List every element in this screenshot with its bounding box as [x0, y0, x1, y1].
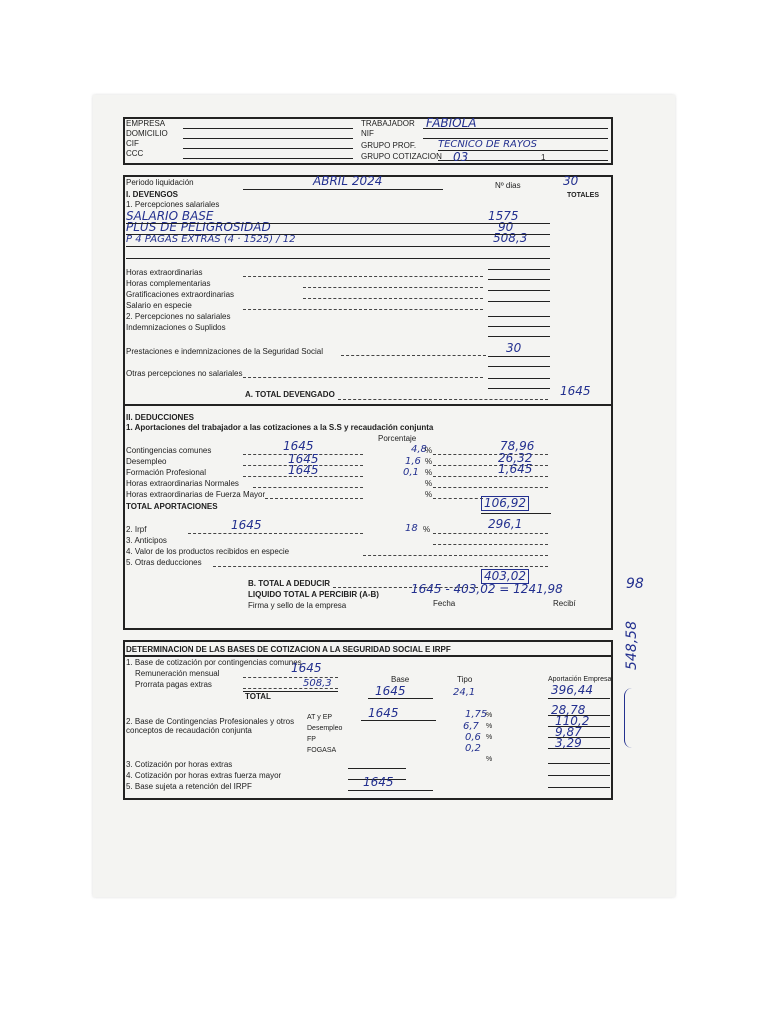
label-total-deducir: B. TOTAL A DEDUCIR: [248, 579, 331, 588]
label-grupo-prof: GRUPO PROF.: [361, 141, 417, 150]
label-formacion: Formación Profesional: [126, 468, 207, 477]
hw-devengo-label-1: SALARIO BASE: [126, 209, 214, 223]
hw-total-aportaciones: 106,92: [481, 496, 529, 511]
label-fogasa: FOGASA: [307, 747, 337, 754]
label-total-devengado: A. TOTAL DEVENGADO: [245, 390, 335, 399]
label-percepciones: 1. Percepciones salariales: [126, 200, 220, 209]
pct-desempleo-bases: %: [486, 723, 493, 730]
hw-liquido: 1645 - 403,02 = 1241,98: [411, 582, 563, 596]
hw-side-total: 548,58: [624, 621, 640, 670]
hw-periodo: ABRIL 2024: [313, 174, 383, 188]
label-fecha: Fecha: [433, 599, 456, 608]
deducciones-title: II. DEDUCCIONES: [126, 413, 195, 422]
hw-cc-value: 78,96: [500, 439, 535, 453]
hw-irpf-base: 1645: [231, 518, 262, 532]
hw-liquido-tail: 98: [626, 576, 644, 592]
label-trabajador: TRABAJADOR: [361, 119, 415, 128]
label-totales: TOTALES: [567, 192, 600, 199]
hw-desempleo-value: 110,2: [555, 714, 590, 728]
label-remuneracion: Remuneración mensual: [135, 669, 220, 678]
pct-fogasa: %: [486, 756, 493, 763]
hw-at-ep-pct: 1,75: [465, 709, 488, 720]
pct-des: %: [425, 457, 433, 466]
hw-base-total: 1645: [375, 684, 406, 698]
label-total-aportaciones: TOTAL APORTACIONES: [126, 502, 218, 511]
hw-trabajador: FABIOLA: [426, 116, 477, 130]
hw-fp-base: 1645: [288, 463, 319, 477]
hw-fp-value: 1,645: [498, 462, 533, 476]
label-total-bases: TOTAL: [245, 692, 271, 701]
pct-hn: %: [425, 479, 433, 488]
label-desempleo: Desempleo: [126, 457, 167, 466]
pct-hfm: %: [425, 490, 433, 499]
label-otras-deducciones: 5. Otras deducciones: [126, 558, 202, 567]
label-base-cp: 2. Base de Contingencias Profesionales y otros conceptos de recaudación conjunta: [126, 717, 295, 735]
hw-fp-bases-value: 9,87: [555, 725, 582, 739]
label-firma: Firma y sello de la empresa: [248, 601, 347, 610]
label-contingencias: Contingencias comunes: [126, 446, 212, 455]
hw-aportacion: 396,44: [551, 683, 593, 697]
label-cif: CIF: [126, 139, 139, 148]
pct-cc: %: [425, 446, 433, 455]
hw-total-deducir: 403,02: [481, 569, 529, 584]
hw-grupo-prof: TECNICO DE RAYOS: [438, 139, 538, 150]
hw-des-value: 26,32: [498, 451, 533, 465]
label-horas-extra: Horas extraordinarias: [126, 268, 203, 277]
label-base-cc: 1. Base de cotización por contingencias comunes: [126, 658, 302, 667]
label-at-ep: AT y EP: [307, 714, 333, 721]
hw-base-cp: 1645: [368, 706, 399, 720]
label-dias: Nº dias: [495, 181, 521, 190]
label-horas-extras-bases: 3. Cotización por horas extras: [126, 760, 233, 769]
hw-cc-pct: 4,8: [411, 444, 427, 455]
label-porcentaje: Porcentaje: [378, 434, 417, 443]
hw-des-base: 1645: [288, 452, 319, 466]
hw-prestaciones: 30: [506, 341, 522, 355]
hw-tipo: 24,1: [453, 687, 476, 698]
pct-irpf: %: [423, 525, 431, 534]
label-periodo: Periodo liquidación: [126, 178, 194, 187]
label-recibi: Recibí: [553, 599, 576, 608]
hw-devengo-value-2: 90: [498, 220, 514, 234]
label-base-col: Base: [391, 675, 410, 684]
label-aportaciones: 1. Aportaciones del trabajador a las cotizaciones a la S.S y recaudación conjunta: [126, 423, 434, 432]
label-otras-percepciones: Otras percepciones no salariales: [126, 369, 243, 378]
hw-irpf-value: 296,1: [488, 517, 523, 531]
hw-irpf-pct: 18: [405, 523, 418, 534]
hw-remuneracion: 1645: [291, 661, 322, 675]
hw-devengo-value-3: 508,3: [493, 231, 528, 245]
label-horas-fm-bases: 4. Cotización por horas extras fuerza mayor: [126, 771, 282, 780]
label-salario-especie: Salario en especie: [126, 301, 192, 310]
pct-fp-bases: %: [486, 734, 493, 741]
label-irpf-base: 5. Base sujeta a retención del IRPF: [126, 782, 252, 791]
label-liquido: LIQUIDO TOTAL A PERCIBIR (A-B): [248, 590, 379, 599]
label-horas-normales: Horas extraordinarias Normales: [126, 479, 239, 488]
hw-fogasa-value: 3,29: [555, 736, 582, 750]
label-horas-fuerza-mayor: Horas extraordinarias de Fuerza Mayor: [126, 490, 266, 499]
hw-fogasa-pct: 0,2: [465, 743, 481, 754]
hw-grupo-cotizacion: 03: [453, 150, 469, 164]
payslip-sheet: [93, 95, 675, 897]
hw-fp-pct: 0,1: [403, 467, 419, 478]
hw-fp-bases-pct: 0,6: [465, 732, 481, 743]
hw-irpf-base-value: 1645: [363, 775, 394, 789]
label-tipo-col: Tipo: [457, 675, 473, 684]
label-prorrata: Prorrata pagas extras: [135, 680, 212, 689]
label-fp-bases: FP: [307, 736, 316, 743]
label-valor-especie: 4. Valor de los productos recibidos en especie: [126, 547, 290, 556]
label-desempleo-bases: Desempleo: [307, 725, 343, 732]
hw-total-devengado: 1645: [560, 384, 591, 398]
label-grupo-cotizacion: GRUPO COTIZACION: [361, 152, 442, 161]
hw-devengo-value-1: 1575: [488, 209, 519, 223]
label-indemnizaciones: Indemnizaciones o Suplidos: [126, 323, 226, 332]
hw-desempleo-pct: 6,7: [463, 721, 479, 732]
grupo-cot-number: 1: [541, 153, 546, 162]
label-gratificaciones: Gratificaciones extraordinarias: [126, 290, 235, 299]
hw-prorrata: 508,3: [303, 678, 332, 689]
label-irpf: 2. Irpf: [126, 525, 147, 534]
devengos-title: I. DEVENGOS: [126, 190, 179, 199]
hw-devengo-label-3: P 4 PAGAS EXTRAS (4 · 1525) / 12: [126, 234, 296, 245]
hw-devengo-label-2: PLUS DE PELIGROSIDAD: [126, 220, 271, 234]
label-nif: NIF: [361, 129, 374, 138]
hw-dias: 30: [563, 174, 579, 188]
hw-brace: [624, 688, 635, 748]
label-prestaciones: Prestaciones e indemnizaciones de la Seguridad Social: [126, 347, 324, 356]
pct-fp: %: [425, 468, 433, 477]
label-anticipos: 3. Anticipos: [126, 536, 167, 545]
hw-des-pct: 1,6: [405, 456, 421, 467]
hw-at-ep-value: 28,78: [551, 703, 586, 717]
label-domicilio: DOMICILIO: [126, 129, 168, 138]
label-no-salariales: 2. Percepciones no salariales: [126, 312, 231, 321]
label-ccc: CCC: [126, 149, 144, 158]
hw-cc-base: 1645: [283, 439, 314, 453]
label-horas-comp: Horas complementarias: [126, 279, 211, 288]
pct-at-ep: %: [486, 712, 493, 719]
label-empresa: EMPRESA: [126, 119, 166, 128]
label-aportacion-empresa: Aportación Empresa: [548, 676, 612, 683]
bases-title: DETERMINACION DE LAS BASES DE COTIZACION A LA SEGURIDAD SOCIAL E IRPF: [126, 645, 451, 654]
